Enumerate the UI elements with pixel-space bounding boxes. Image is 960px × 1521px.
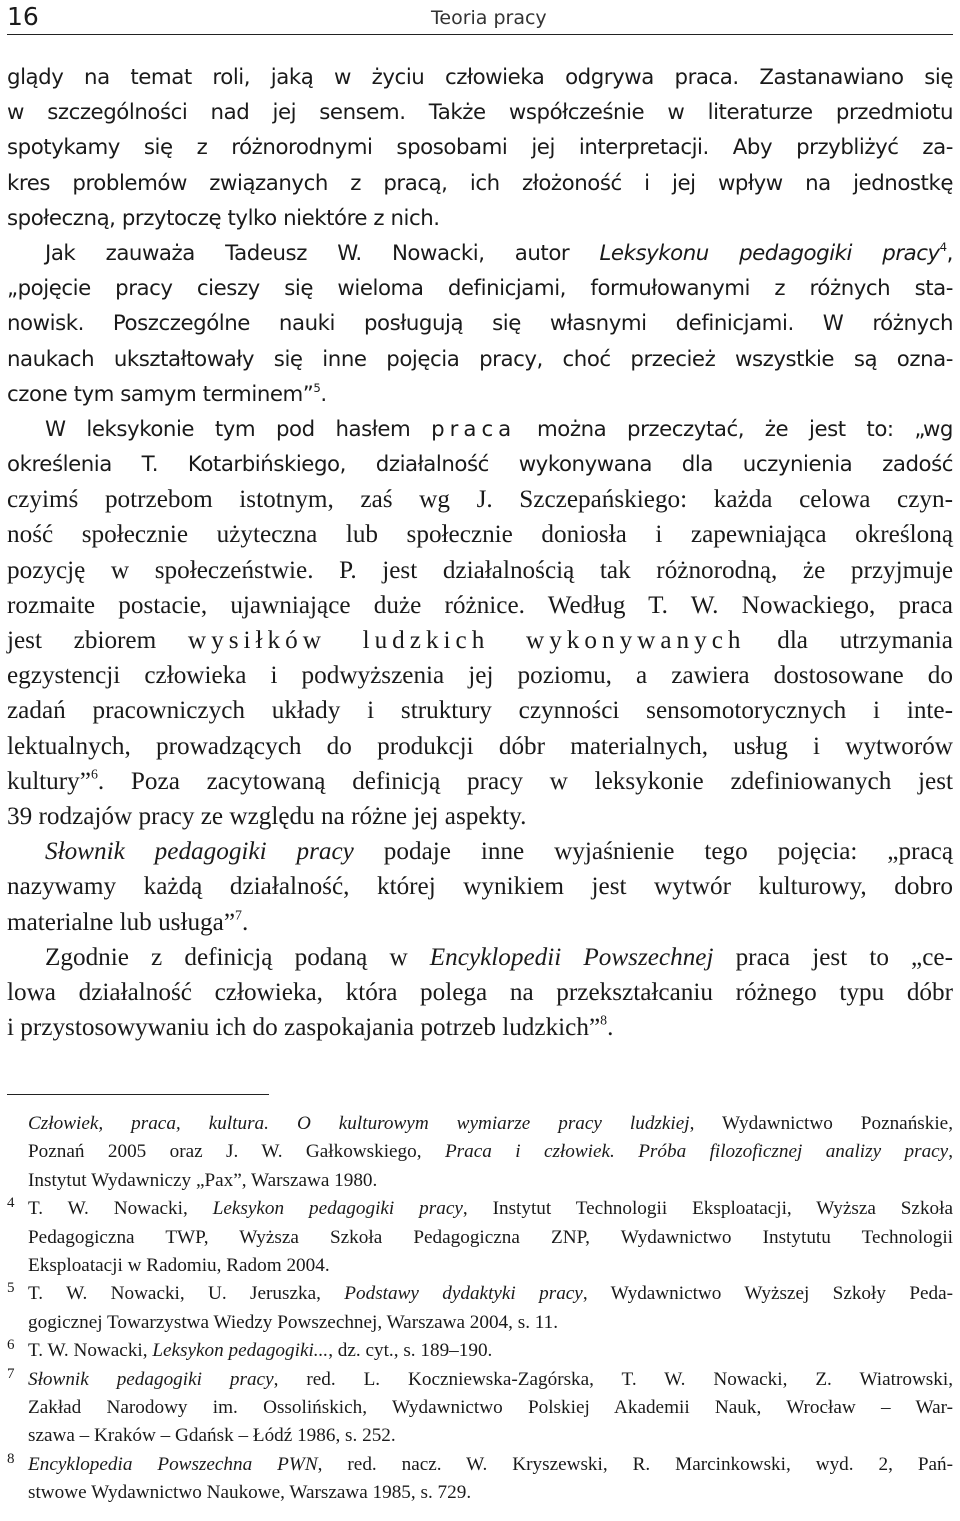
text-line [7,834,953,869]
text-span: Poznań 2005 oraz J. W. Gałkowskiego, [28,1141,445,1163]
footnote-line: stwowe Wydawnictwo Naukowe, Warszawa 1985, s. 729. [28,1482,472,1504]
text-span: podaje inne wyjaśnienie tego pojęcia: „pracą [353,838,953,866]
footnote-line: Pedagogiczna TWP, Wyższa Szkoła Pedagogiczna ZNP, Wydawnictwo Instytutu Technologii [28,1226,953,1248]
footnote-line [7,1280,953,1308]
cited-title: Praca i człowiek. Próba filozoficznej analizy pracy [444,1141,949,1163]
text-span: W leksykonie tym pod hasłem [45,416,432,442]
text-line: nazywamy każdą działalność, której wynikiem jest wytwór kulturowy, dobro [7,873,953,901]
text-line [7,236,953,271]
footnote-line [7,1366,953,1394]
text-span: , [946,240,953,266]
body-text [7,60,953,1045]
footnote-line [7,1195,953,1223]
footnote-line: gogicznej Towarzystwa Wiedzy Powszechnej, Warszawa 2004, s. 11. [28,1311,559,1333]
text-span: , red. L. Koczniewska-Zagórska, T. W. Nowacki, Z. Wiatrowski, [273,1368,953,1390]
text-line [7,940,953,975]
text-span: materialne lub usługa” [7,908,236,936]
text-span: . [241,908,249,936]
footnote-line: Instytut Wydawniczy „Pax”, Warszawa 1980. [28,1169,378,1191]
cited-title: Leksykon pedagogiki... [152,1340,329,1362]
text-line: naukach ukształtowały się inne pojęcia pracy, choć przecież wszystkie są ozna- [7,346,953,372]
text-span: można przeczytać, że jest to: „wg [516,416,953,442]
text-line [7,905,953,940]
text-span: . [607,1014,614,1042]
footnote-number: 8 [7,1450,15,1467]
text-span: , [948,1141,953,1163]
text-line: w szczególności nad jej sensem. Także współcześnie w literaturze przedmiotu [7,100,953,126]
running-title: Teoria pracy [431,7,547,29]
text-line: lowa działalność człowieka, która polega na przekształcaniu różnego typu dóbr [7,978,953,1006]
text-line: rozmaite postacie, ujawniające duże różnice. Według T. W. Nowackiego, praca [7,591,953,619]
text-line [7,412,953,447]
text-line: zadań pracowniczych układy i struktury czynności sensomotorycznych i inte- [7,697,953,725]
text-line: „pojęcie pracy cieszy się wieloma definicjami, formułowanymi z różnych sta- [7,276,953,302]
text-line: określenia T. Kotarbińskiego, działalność wykonywana dla uczynienia zadość [7,452,953,478]
page-number: 16 [7,2,39,31]
running-header [7,0,953,35]
text-span: Zgodnie z definicją podaną w [45,943,430,971]
cited-title: Człowiek, praca, kultura. O kulturowym wymiarze pracy ludzkiej [28,1113,690,1134]
footnote-ref: 8 [600,1012,608,1028]
spaced-term: wysiłków ludzkich wykonywanych [187,627,746,654]
text-line: pozycję w społeczeństwie. P. jest działalnością tak różnorodną, że przyjmuje [7,556,953,584]
text-span: , Wydawnictwo Poznańskie, [689,1113,953,1134]
footnote-line [7,1138,953,1166]
text-span: Jak zauważa Tadeusz W. Nowacki, autor [45,240,600,266]
text-line: 39 rodzajów pracy ze względu na różne jej aspekty. [7,802,527,830]
text-line: społeczną, przytoczę tylko niektóre z nich. [7,205,440,231]
text-span: i przystosowywaniu ich do zaspokajania potrzeb ludzkich” [7,1014,601,1042]
text-span: . [320,381,327,407]
footnote-line: szawa – Kraków – Gdańsk – Łódź 1986, s. 252. [28,1425,396,1447]
cited-title: Podstawy dydaktyki pracy [344,1283,583,1305]
text-span: T. W. Nowacki, U. Jeruszka, [28,1283,345,1305]
footnote-line [7,1337,953,1365]
cited-title: Encyklopedia Powszechna PWN [28,1453,318,1475]
text-span: jest zbiorem [7,627,188,654]
cited-title: Słownik pedagogiki pracy [28,1368,274,1390]
footnote-separator [7,1094,269,1095]
cited-title: Encyklopedii Powszechnej [429,943,714,971]
cited-title: Słownik pedagogiki pracy [45,838,354,866]
footnote-ref: 5 [313,380,321,395]
footnote-number: 5 [7,1280,15,1297]
footnote-ref: 4 [939,240,947,255]
text-line: spotykamy się z różnorodnymi sposobami jej interpretacji. Aby przybliżyć za- [7,135,953,161]
text-line: nowisk. Poszczególne nauki posługują się własnymi definicjami. W różnych [7,311,953,337]
text-line: egzystencji człowieka i podwyższenia jej poziomu, a zawiera dostosowane do [7,662,953,690]
footnote-line: Eksploatacji w Radomiu, Radom 2004. [28,1254,330,1276]
footnote-number: 6 [7,1337,15,1354]
footnote-number: 7 [7,1365,15,1382]
text-line: glądy na temat roli, jaką w życiu człowieka odgrywa praca. Zastanawiano się [7,65,953,90]
text-span: , red. nacz. W. Kryszewski, R. Marcinkowski, wyd. 2, Pań- [317,1453,954,1475]
cited-title: Leksykon pedagogiki pracy [212,1198,463,1220]
footnote-number: 4 [7,1195,15,1212]
footnote-ref: 7 [235,907,242,923]
text-span: T. W. Nowacki, [28,1198,213,1220]
footnotes [7,1110,953,1507]
text-line: lektualnych, prowadzących do produkcji dóbr materialnych, usług i wytworów [7,732,953,760]
text-line: czyimś potrzebom istotnym, zaś wg J. Szczepańskiego: każda celowa czyn- [7,486,953,514]
cited-title: Leksykonu pedagogiki pracy [599,240,940,266]
text-span: , Instytut Technologii Eksploatacji, Wyższa Szkoła [462,1198,953,1220]
footnote-ref: 6 [90,766,98,782]
text-span: praca jest to „ce- [713,943,953,971]
text-span: . Poza zacytowaną definicją pracy w leksykonie zdefiniowanych jest [97,767,953,795]
text-line [7,377,953,412]
text-span: , dz. cyt., s. 189–190. [328,1340,493,1362]
text-line: ność społecznie użyteczna lub społecznie doniosła i zapewniająca określoną [7,521,953,549]
footnote-line [7,1451,953,1479]
text-line [7,1010,953,1045]
footnote-line [7,1110,953,1138]
text-span: kultury” [7,767,91,795]
text-span: czone tym samym terminem” [7,381,314,407]
text-line [7,623,953,658]
spaced-term: praca [431,416,517,442]
text-span: dla utrzymania [745,627,953,654]
footnote-line: Zakład Narodowy im. Ossolińskich, Wydawnictwo Polskiej Akademii Nauk, Wrocław – War- [28,1396,953,1418]
text-span: , Wydawnictwo Wyższej Szkoły Peda- [582,1283,954,1305]
text-span: T. W. Nowacki, [28,1340,153,1362]
text-line: kres problemów związanych z pracą, ich złożoność i jej wpływ na jednostkę [7,170,953,196]
text-line [7,764,953,799]
